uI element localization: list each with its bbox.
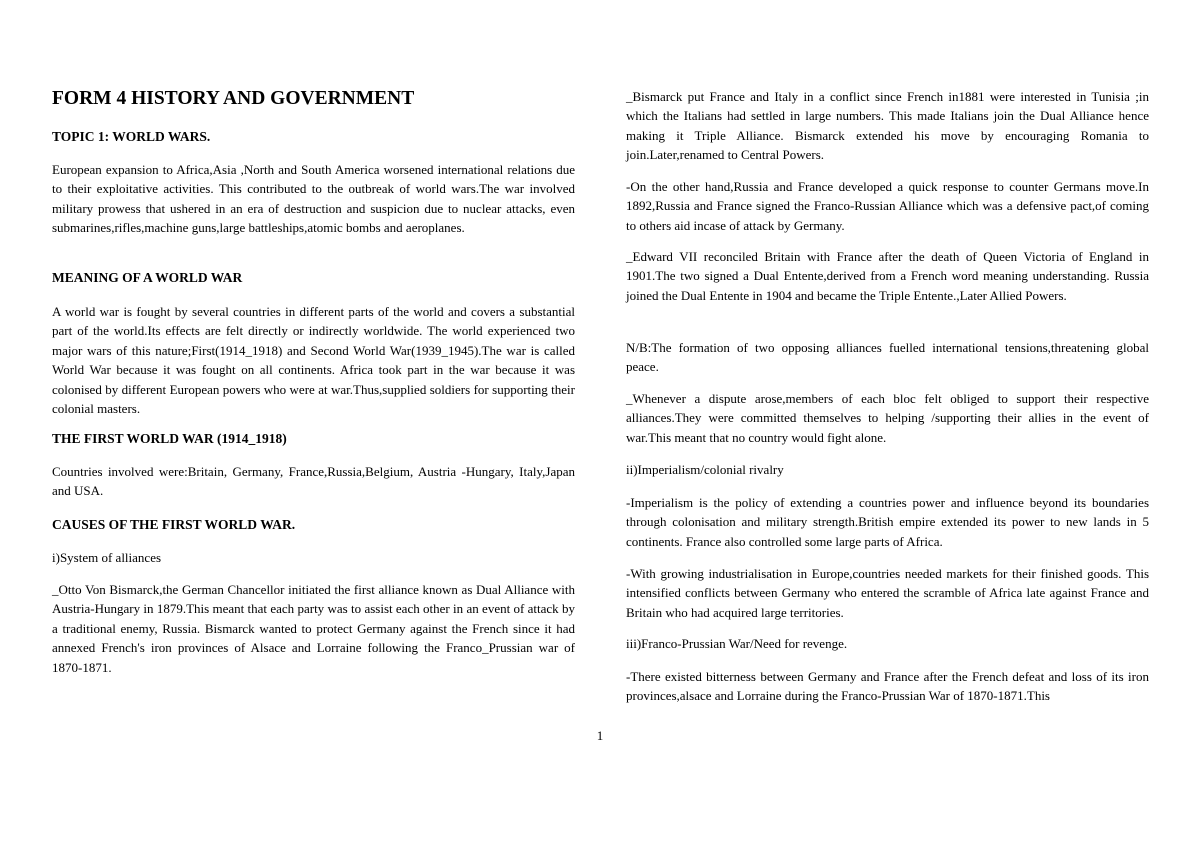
revenge-subheading: iii)Franco-Prussian War/Need for revenge. (626, 636, 848, 651)
franco-russian-paragraph: -On the other hand,Russia and France developed a quick response to counter Germans move.In 1892,Russia and France signed the Franco-Russian Alliance which was a defensive pact,of coming to others aid incase of attack by Germany. (626, 179, 1149, 233)
first-world-war-heading: THE FIRST WORLD WAR (1914_1918) (52, 431, 287, 446)
page-title: FORM 4 HISTORY AND GOVERNMENT (52, 88, 415, 109)
bitterness-paragraph: -There existed bitterness between Germany and France after the French defeat and loss of its iron provinces,alsace and Lorraine during the Franco-Prussian War of 1870-1871.This (626, 669, 1149, 704)
topic-heading: TOPIC 1: WORLD WARS. (52, 129, 211, 144)
triple-alliance-paragraph: _Bismarck put France and Italy in a conflict since French in1881 were interested in Tunisia ;in which the Italians had settled in large numbers. This made Italians join the Dual Alliance hence making it Triple Alliance. Bismarck extended his move by encouraging Romania to join.Later,renamed to Central Powers. (626, 89, 1149, 163)
meaning-heading: MEANING OF A WORLD WAR (52, 270, 243, 285)
page-number: 1 (596, 728, 604, 743)
causes-heading: CAUSES OF THE FIRST WORLD WAR. (52, 517, 296, 532)
industrialisation-paragraph: -With growing industrialisation in Europe,countries needed markets for their finished goods. This intensified conflicts between Germany who entered the scramble of Africa late against France and Britain who had acquired large territories. (626, 566, 1149, 620)
meaning-paragraph: A world war is fought by several countries in different parts of the world and covers a substantial part of the world.Its effects are felt directly or indirectly worldwide. The world experienced two major wars of this nature;First(1914_1918) and Second World War(1939_1945).The war is called World War because it was fought on all continents. Africa took part in the war because it was colonised by different European powers who were at war.Thus,supplied soldiers for supporting their colonial masters. (52, 304, 575, 417)
dispute-paragraph: _Whenever a dispute arose,members of each bloc felt obliged to support their respective alliances.They were committed themselves to helping /supporting their allies in the event of war.This meant that no country would fight alone. (626, 391, 1149, 445)
entente-paragraph: _Edward VII reconciled Britain with France after the death of Queen Victoria of England in 1901.The two signed a Dual Entente,derived from a French word meaning understanding. Russia joined the Dual Entente in 1904 and became the Triple Entente.,Later Allied Powers. (626, 249, 1149, 303)
nb-paragraph: N/B:The formation of two opposing alliances fuelled international tensions,threatening global peace. (626, 340, 1149, 375)
bismarck-paragraph: _Otto Von Bismarck,the German Chancellor initiated the first alliance known as Dual Alliance with Austria-Hungary in 1879.This meant that each party was to assist each other in an event of attack by a traditional enemy, Russia. Bismarck wanted to protect Germany against the French since it had annexed French's iron provinces of Alsace and Lorraine following the Franco_Prussian war of 1870-1871. (52, 582, 575, 675)
alliances-subheading: i)System of alliances (52, 550, 162, 565)
imperialism-subheading: ii)Imperialism/colonial rivalry (626, 462, 784, 477)
countries-paragraph: Countries involved were:Britain, Germany, France,Russia,Belgium, Austria -Hungary, Italy,Japan and USA. (52, 464, 575, 499)
imperialism-paragraph: -Imperialism is the policy of extending a countries power and influence beyond its boundaries through colonisation and military strength.British empire extended its power to new lands in 5 continents. France also controlled some large parts of Africa. (626, 495, 1149, 549)
intro-paragraph: European expansion to Africa,Asia ,North and South America worsened international relations due to their exploitative activities. This contributed to the outbreak of world wars.The war involved military prowess that ushered in an era of destruction and suspicion due to nuclear attacks, even submarines,rifles,machine guns,large battleships,atomic bombs and aeroplanes. (52, 162, 575, 236)
